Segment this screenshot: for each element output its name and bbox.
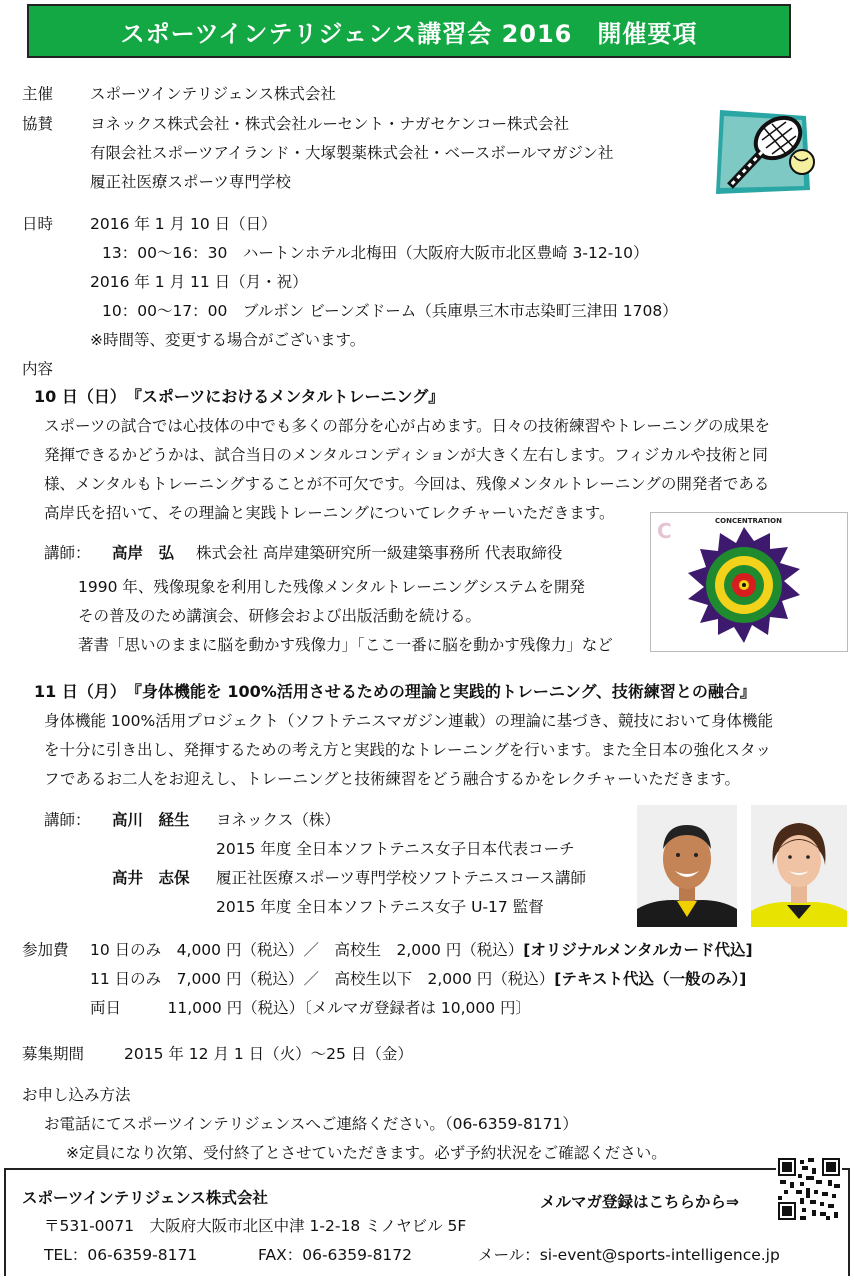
concentration-target-image [650,512,848,652]
organizer-label: 主催 [22,85,54,103]
day1-paragraph-line: 様、メンタルもトレーニングすることが不可欠です。今回は、残像メンタルトレーニングの開発者である [44,475,770,493]
image-caption: CONCENTRATION [715,517,782,525]
footer-tel: TEL：06-6359-8171 [44,1246,198,1264]
lecturer-bio-line: 1990 年、残像現象を利用した残像メンタルトレーニングシステムを開発 [78,578,585,596]
fee-line: 両日 11,000 円（税込）〔メルマガ登録者は 10,000 円〕 [90,999,532,1017]
lecturer-name: 高川 経生 [112,811,190,829]
fee-text: 11 日のみ 7,000 円（税込）／ 高校生以下 2,000 円（税込） [90,970,555,988]
lecturer-name: 高井 志保 [112,869,190,887]
footer-mail[interactable]: メール：si-event@sports-intelligence.jp [478,1246,780,1264]
day2-paragraph-line: を十分に引き出し、発揮するための考え方と実践的なトレーニングを行います。また全日本の強化スタッ [44,741,771,759]
sponsors-label: 協賛 [22,115,54,133]
page-title: スポーツインテリジェンス講習会 2016 開催要項 [27,4,791,58]
qr-code[interactable] [776,1156,842,1222]
schedule-note: ※時間等、変更する場合がございます。 [90,331,366,349]
fee-line [90,967,746,989]
lecturer-photo-female [751,805,847,927]
lecturer-label: 講師： [44,811,91,829]
lecturer-title: 株式会社 高岸建築研究所一級建築事務所 代表取締役 [196,544,563,562]
application-label: お申し込み方法 [22,1086,131,1104]
day1-paragraph-line: 発揮できるかどうかは、試合当日のメンタルコンディションが大きく左右します。フィジカルや技術と同 [44,446,768,464]
lecturer-title: 2015 年度 全日本ソフトテニス女子日本代表コーチ [216,840,575,858]
day2-heading: 11 日（月） 『身体機能を 100%活用させるための理論と実践的トレーニング、技術練習との融合』 [34,682,756,701]
sponsor-line: 有限会社スポーツアイランド・大塚製薬株式会社・ベースボールマガジン社 [90,144,614,162]
lecturer-title: 履正社医療スポーツ専門学校ソフトテニスコース講師 [216,869,586,887]
lecturer-name: 高岸 弘 [112,544,175,562]
day2-paragraph-line: 身体機能 100%活用プロジェクト（ソフトテニスマガジン連載）の理論に基づき、競技において身体機能 [44,712,773,730]
day2-detail: 10：00～17：00 ブルボン ビーンズドーム（兵庫県三木市志染町三津田 1708） [102,302,678,320]
lecturer-bio-line: その普及のため講演会、研修会および出版活動を続ける。 [78,607,482,625]
footer-address: 〒531-0071 大阪府大阪市北区中津 1-2-18 ミノヤビル 5F [44,1217,467,1235]
footer-company: スポーツインテリジェンス株式会社 [22,1189,268,1207]
organizer-value: スポーツインテリジェンス株式会社 [90,85,336,103]
day2-date: 2016 年 1 月 11 日（月・祝） [90,273,308,291]
lecturer-label: 講師： [44,544,91,562]
fee-text: 10 日のみ 4,000 円（税込）／ 高校生 2,000 円（税込） [90,941,524,959]
day1-detail: 13：00～16：30 ハートンホテル北梅田（大阪府大阪市北区豊崎 3-12-10） [102,244,649,262]
schedule-label: 日時 [22,215,54,233]
fee-note: [オリジナルメンタルカード代込] [523,941,753,959]
application-note: ※定員になり次第、受付終了とさせていただきます。必ず予約状況をご確認ください。 [66,1144,667,1162]
sponsor-line: 履正社医療スポーツ専門学校 [90,173,291,191]
application-line: お電話にてスポーツインテリジェンスへご連絡ください。（06-6359-8171） [44,1115,578,1133]
day1-heading: 10 日（日） 『スポーツにおけるメンタルトレーニング』 [34,387,445,406]
mailmag-link[interactable]: メルマガ登録はこちらから⇒ [540,1193,739,1211]
lecturer-photo-male [637,805,737,927]
day1-paragraph-line: スポーツの試合では心技体の中でも多くの部分を心が占めます。日々の技術練習やトレーニングの成果を [44,417,771,435]
image-letter: C [657,519,672,543]
day2-paragraph-line: フであるお二人をお迎えし、トレーニングと技術練習をどう融合するかをレクチャーいただきます。 [44,770,740,788]
day1-paragraph-line: 高岸氏を招いて、その理論と実践トレーニングについてレクチャーいただきます。 [44,504,615,522]
lecturer-title: 2015 年度 全日本ソフトテニス女子 U-17 監督 [216,898,544,916]
footer-fax: FAX：06-6359-8172 [258,1246,413,1264]
fee-note: [テキスト代込（一般のみ）] [554,970,747,988]
lecturer-title: ヨネックス（株） [216,811,340,829]
day1-date: 2016 年 1 月 10 日（日） [90,215,277,233]
sponsor-line: ヨネックス株式会社・株式会社ルーセント・ナガセケンコー株式会社 [90,115,569,133]
fee-line [90,938,753,960]
fees-label: 参加費 [22,941,69,959]
period-value: 2015 年 12 月 1 日（火）～25 日（金） [124,1045,413,1063]
tennis-racket-icon [706,106,826,202]
period-label: 募集期間 [22,1045,85,1063]
lecturer-bio-line: 著書「思いのままに脳を動かす残像力」「ここ一番に脳を動かす残像力」など [78,636,613,654]
content-label: 内容 [22,360,54,378]
